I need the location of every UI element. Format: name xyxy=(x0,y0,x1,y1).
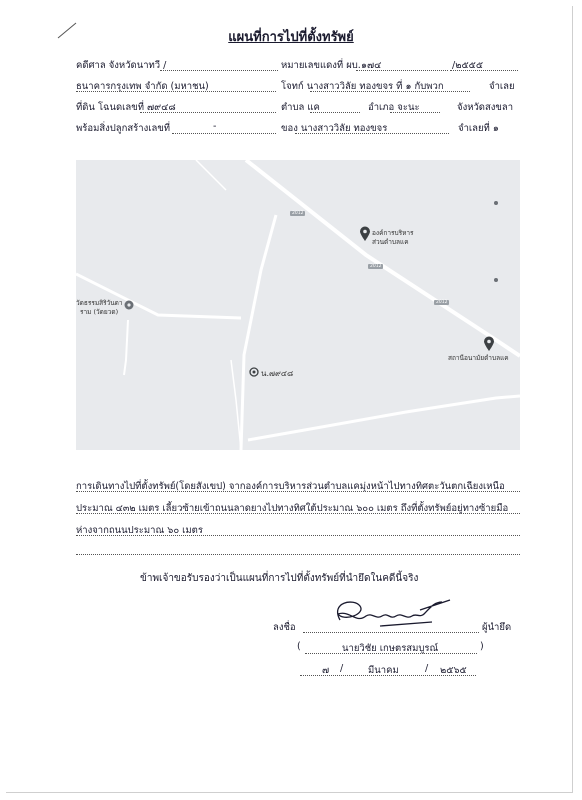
road-shield-3: 2012 xyxy=(436,300,448,305)
name-line xyxy=(305,653,477,654)
road-shield-2: 2012 xyxy=(370,264,382,269)
handwritten-signature xyxy=(320,596,460,632)
case-year: /๒๕๕๕ xyxy=(452,60,484,71)
court-fill-line xyxy=(160,70,278,71)
subdistrict: ตำบล แค xyxy=(281,102,320,113)
sign-label: ลงชื่อ xyxy=(273,622,296,633)
case-label: หมายเลขแดงที่ ผบ. xyxy=(281,60,361,71)
signer-name: นายวิชัย เกษตรสมบูรณ์ xyxy=(342,643,439,654)
date-line xyxy=(300,675,476,676)
district: อำเภอ จะนะ xyxy=(368,102,420,113)
directions-rule-3 xyxy=(76,535,520,536)
date-year: ๒๕๖๕ xyxy=(440,665,467,676)
case-number: ๑๗๔ xyxy=(361,60,382,71)
date-sep-1: / xyxy=(340,663,344,674)
date-day: ๗ xyxy=(322,665,330,676)
directions-line-1: การเดินทางไปที่ตั้งทรัพย์(โดยสังเขป) จากองค์การบริหารส่วนตำบลแคมุ่งหน้าไปทางทิศตะวันตกเฉียงเหนือ xyxy=(76,481,505,492)
plaintiff-fill-line xyxy=(76,91,276,92)
name-open-paren: ( xyxy=(297,641,301,652)
defendant-role: จำเลย xyxy=(489,81,515,92)
office-label-1: องค์การบริหาร xyxy=(372,229,414,237)
defendant-number: จำเลยที่ ๑ xyxy=(458,123,499,134)
parcel-marker-icon xyxy=(249,367,259,377)
directions-line-3: ห่างจากถนนประมาณ ๖๐ เมตร xyxy=(76,525,203,536)
page-title: แผนที่การไปที่ตั้งทรัพย์ xyxy=(228,30,354,45)
parcel-label: น.๗๙๔๘ xyxy=(261,369,294,378)
signature-line xyxy=(303,632,479,633)
plaintiff-name: ธนาคารกรุงเทพ จำกัด (มหาชน) xyxy=(76,81,209,92)
owner-fill-line xyxy=(295,133,449,134)
date-sep-2: / xyxy=(425,663,429,674)
directions-rule-1 xyxy=(76,491,520,492)
building-fill-line xyxy=(172,133,276,134)
office-pin-icon xyxy=(359,226,371,242)
province: จังหวัดสงขลา xyxy=(457,102,514,113)
case-fill-line xyxy=(356,70,448,71)
subdistrict-fill-line xyxy=(310,112,360,113)
building-number: - xyxy=(213,121,217,132)
directions-rule-2 xyxy=(76,513,520,514)
defendant-fill-line xyxy=(310,91,470,92)
map-roads xyxy=(76,160,520,450)
owner-name: ของ นางสาววิลัย ทองขจร xyxy=(281,123,388,134)
station-pin-icon xyxy=(483,336,495,352)
temple-pin-icon xyxy=(124,300,134,313)
station-label: สถานีอนามัยตำบลแค xyxy=(448,354,509,362)
deed-fill-line xyxy=(140,112,276,113)
directions-rule-4 xyxy=(76,554,520,555)
road-shield-1: 2012 xyxy=(292,211,304,216)
deed-number: ที่ดิน โฉนดเลขที่ ๗๙๔๘ xyxy=(76,102,176,113)
date-month: มีนาคม xyxy=(368,665,399,676)
building-label: พร้อมสิ่งปลูกสร้างเลขที่ xyxy=(76,123,171,134)
certification-statement: ข้าพเจ้าขอรับรองว่าเป็นแผนที่การไปที่ตั้งทรัพย์ที่นำยึดในคดีนี้จริง xyxy=(140,573,419,584)
court-label: คดีศาล จังหวัดนาทวี / xyxy=(76,60,167,71)
directions-line-2: ประมาณ ๔๓๒ เมตร เลี้ยวซ้ายเข้าถนนลาดยางไปทางทิศใต้ประมาณ ๖๐๐ เมตร ถึงที่ตั้งทรัพย์อยู่ทางซ้ายมือ xyxy=(76,503,509,514)
location-map xyxy=(76,160,520,450)
name-close-paren: ) xyxy=(480,641,484,652)
district-fill-line xyxy=(390,112,440,113)
defendant-name: โจทก์ นางสาววิลัย ทองขจร ที่ ๑ กับพวก xyxy=(281,81,444,92)
year-fill-line xyxy=(450,70,518,71)
temple-label-1: วัดธรรมสิริวันดา xyxy=(76,299,123,307)
signer-role: ผู้นำยึด xyxy=(482,622,512,633)
office-label-2: ส่วนตำบลแค xyxy=(372,238,409,246)
temple-label-2: ราม (วัดยวด) xyxy=(80,308,119,316)
